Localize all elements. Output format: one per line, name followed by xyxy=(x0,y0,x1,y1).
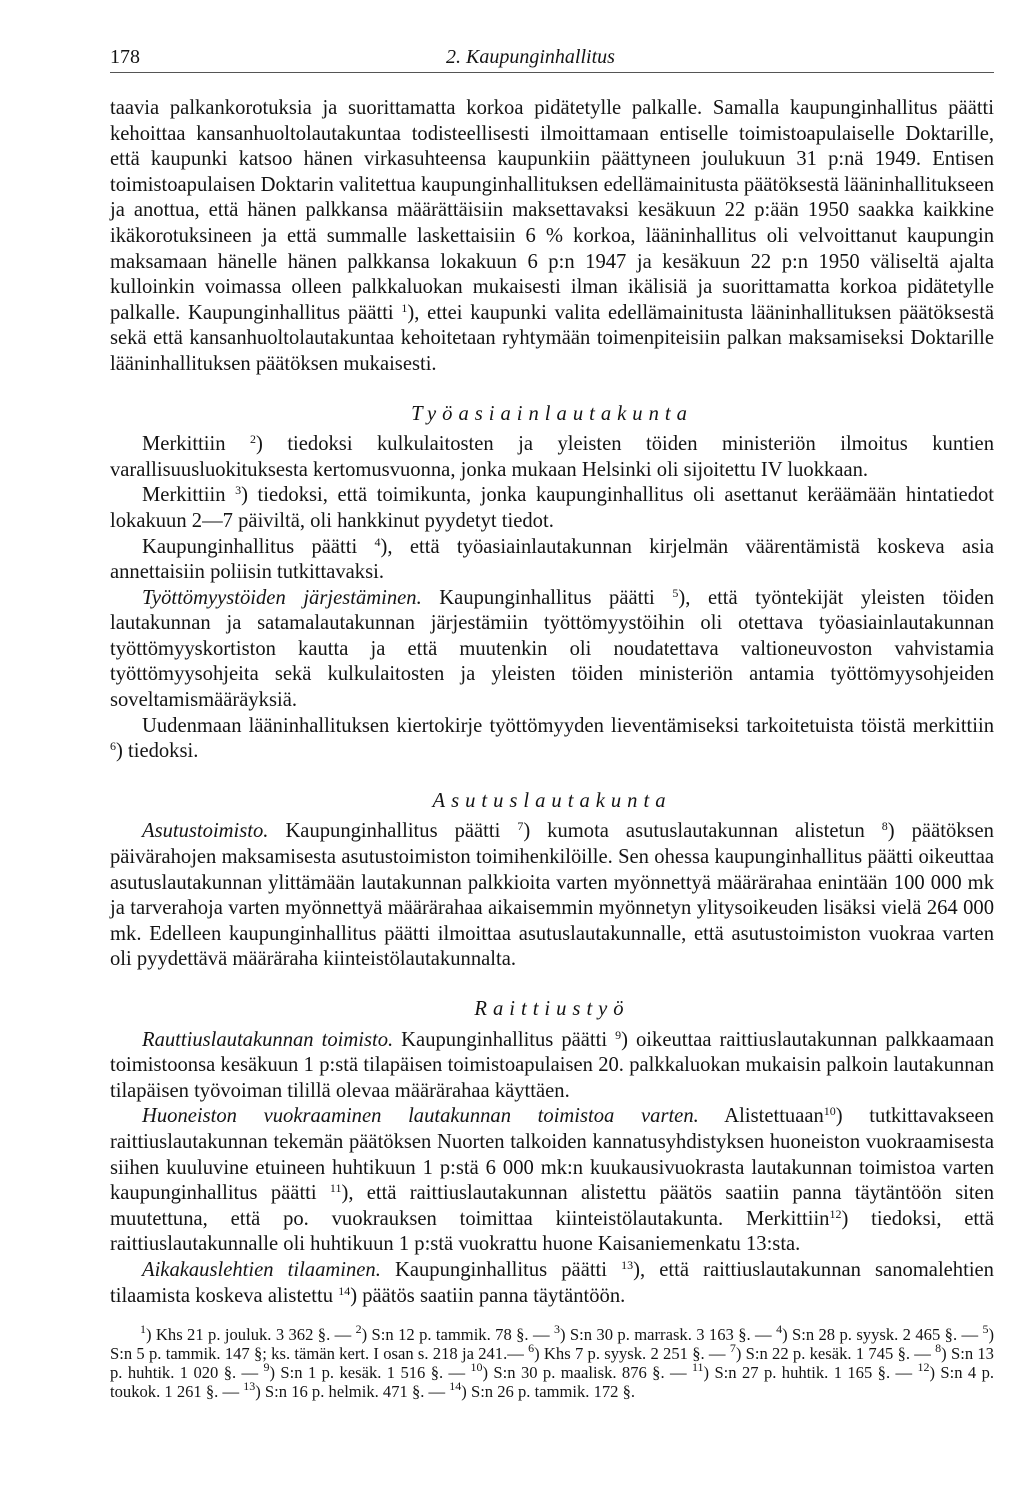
intro-paragraph: taavia palkankorotuksia ja suorittamatta korkoa pidätetylle palkalle. Samalla kaupunginhallitus päätti kehoittaa kansanhuoltolautakuntaa todisteellisesti ilmoittamaan entiselle toimistoapulaiselle Doktarille, että kaupunki katsoo hänen virkasuhteensa kaupunkiin päättyneen joulukuun 31 p:nä 1949. Entisen toimistoapulaisen Doktarin valitettua kaupunginhallituksen edellämainitusta päätöksestä lääninhallitukseen ja anottua, että hänen palkkansa määrättäisiin maksettavaksi kesäkuun 22 p:ään 1950 saakka kaikkine ikäkorotuksineen ja että summalle laskettaisiin 6 % korkoa, lääninhallitus oli velvoittanut kaupungin maksamaan hänelle hänen palkkansa lokakuun 6 p:n 1947 ja kesäkuun 22 p:n 1950 väliseltä ajalta kulloinkin voimassa olleen palkkaluokan mukaisesti ilman ikälisiä ja suorittamatta korkoa pidätetylle palkalle. Kaupunginhallitus päätti $^1$), ettei kaupunki valita edellämainitusta lääninhallituksen päätöksestä sekä että kansanhuoltolautakuntaa kehoitetaan ryhtymään toimenpiteisiin palkan maksamiseksi Doktarille lääninhallituksen päätöksen mukaisesti. xyxy=(110,97,994,375)
section-heading: Työasiainlautakunta xyxy=(411,402,693,425)
paragraph: Uudenmaan lääninhallituksen kiertokirje työttömyyden lieventämiseksi tarkoitetuista töistä merkittiin $^6$) tiedoksi. xyxy=(110,714,994,763)
footnote-ref: 4 xyxy=(374,534,381,549)
paragraph-subheading: Työttömyystöiden järjestäminen. xyxy=(142,586,422,609)
paragraph: Merkittiin $^2$) tiedoksi kulkulaitosten ja yleisten töiden ministeriön ilmoitus kuntien varallisuusluokituksesta kertomusvuonna, jonka mukaan Helsinki oli sijoitettu IV luokkaan. xyxy=(110,432,994,481)
paragraph: Rauttiuslautakunnan toimisto. Kaupunginhallitus päätti $^9$) oikeuttaa raittiuslautakunnan palkkaamaan toimistoonsa kesäkuun 1 p:stä tilapäisen toimistoapulaisen 20. palkkaluokan mukaisin palkoin lautakunnan tilapäisen työvoiman tilillä olevaa määrärahaa käyttäen. xyxy=(110,1027,994,1102)
header-rule xyxy=(110,72,994,73)
footnote-ref: 14 xyxy=(338,1283,351,1298)
paragraph-subheading: Huoneiston vuokraaminen lautakunnan toimistoa varten. xyxy=(142,1105,699,1128)
footnote-ref: 8 xyxy=(881,819,888,834)
footnote-ref: 7 xyxy=(517,819,524,834)
paragraph-subheading: Aikakauslehtien tilaaminen. xyxy=(142,1258,381,1281)
section-heading: Asutuslautakunta xyxy=(432,789,672,812)
paragraph: Huoneiston vuokraaminen lautakunnan toimistoa varten. Alistettuaan$^{10}$) tutkittavakseen raittiuslautakunnan tekemän päätöksen Nuorten talkoiden kannatusyhdistyksen huoneiston vuokraamisesta siihen kuuluvine etuineen huhtikuun 1 p:stä 6 000 mk:n kuukausivuokrasta lautakunnan toimistoa varten kaupunginhallitus päätti $^{11}$), että raittiuslautakunnan alistettu päätös saatiin panna täytäntöön siten muutettuna, että po. vuokrauksen toimittaa kiinteistölautakunta. Merkittiin$^{12}$) tiedoksi, että raittiuslautakunnalle oli huhtikuun 1 p:stä vuokrattu huone Kaisaniemenkatu 13:sta. xyxy=(110,1104,994,1256)
footnote-ref: 13 xyxy=(621,1257,634,1272)
book-page xyxy=(110,40,995,1401)
footnote-ref: 9 xyxy=(615,1027,622,1042)
footnote-ref: 11 xyxy=(329,1181,342,1196)
footnote-ref: 1 xyxy=(401,300,408,315)
paragraph-subheading: Rauttiuslautakunnan toimisto. xyxy=(142,1028,394,1051)
footnote-block: $^1$) Khs 21 p. jouluk. 3 362 §. — $^2$) S:n 12 p. tammik. 78 §. — $^3$) S:n 30 p. marrask. 3 163 §. — $^4$) S:n 28 p. syysk. 2 465 §. — $^5$) S:n 5 p. tammik. 147 §; ks. tämän kert. I osan s. 218 ja 241.— $^6$) Khs 7 p. syysk. 2 251 §. — $^7$) S:n 22 p. kesäk. 1 745 §. — $^8$) S:n 13 p. huhtik. 1 020 §. — $^9$) S:n 1 p. kesäk. 1 516 §. — $^{10}$) S:n 30 p. maalisk. 876 §. — $^{11}$) S:n 27 p. huhtik. 1 165 §. — $^{12}$) S:n 4 p. toukok. 1 261 §. — $^{13}$) S:n 16 p. helmik. 471 §. — $^{14}$) S:n 26 p. tammik. 172 §. xyxy=(110,1322,995,1401)
footnote-ref: 3 xyxy=(235,483,242,498)
footnotes xyxy=(110,1322,995,1401)
footnote-ref: 12 xyxy=(829,1206,842,1221)
page-header xyxy=(110,40,994,70)
paragraph: Työttömyystöiden järjestäminen. Kaupunginhallitus päätti $^5$), että työntekijät yleisten töiden lautakunnan ja satamalautakunnan järjestämiin työttömyystöihin oli otettava työasiainlautakunnan työttömyyskortiston kautta ja että muutenkin oli noudatettava valtioneuvoston vahvistamia työttömyysohjeita sekä kulkulaitosten ja yleisten töiden ministeriön antamia työttömyysohjeiden soveltamismääräyksiä. xyxy=(110,585,994,712)
footnote-ref: 2 xyxy=(250,432,256,447)
paragraph: Merkittiin $^3$) tiedoksi, että toimikunta, jonka kaupunginhallitus oli asettanut keräämään hintatiedot lokakuun 2—7 päiviltä, oli hankkinut pyydetyt tiedot. xyxy=(110,483,995,532)
body-text xyxy=(110,96,994,1309)
paragraph: Aikakauslehtien tilaaminen. Kaupunginhallitus päätti $^{13}$), että raittiuslautakunnan sanomalehtien tilaamista koskeva alistettu $^{14}$) päätös saatiin panna täytäntöön. xyxy=(110,1257,994,1307)
page-number: 178 xyxy=(110,46,140,68)
footnote-ref: 5 xyxy=(672,585,679,600)
footnote-ref: 6 xyxy=(110,739,116,754)
footnote-ref: 10 xyxy=(823,1104,836,1119)
paragraph-subheading: Asutustoimisto. xyxy=(142,820,269,843)
paragraph: Asutustoimisto. Kaupunginhallitus päätti $^7$) kumota asutuslautakunnan alistetun $^8$) päätöksen päivärahojen maksamisesta asutustoimiston toimihenkilöille. Sen ohessa kaupunginhallitus päätti oikeuttaa asutuslautakunnan ylittämään lautakunnan palkkioita varten myönnettyä määrärahaa enintään 100 000 mk ja tarverahoja varten myönnettyä määrärahaa aikaisemmin myönnetyn ylitysoikeuden lisäksi vielä 264 000 mk. Edelleen kaupunginhallitus päätti ilmoittaa asutuslautakunnalle, että asutustoimiston vuokraa varten oli pyydettävä määräraha kiinteistölautakunnalta. xyxy=(110,819,994,971)
section-heading: Raittiustyö xyxy=(474,998,630,1020)
running-title: 2. Kaupunginhallitus xyxy=(446,46,615,68)
paragraph: Kaupunginhallitus päätti $^4$), että työasiainlautakunnan kirjelmän väärentämistä koskeva asia annettaisiin poliisin tutkittavaksi. xyxy=(110,534,994,584)
